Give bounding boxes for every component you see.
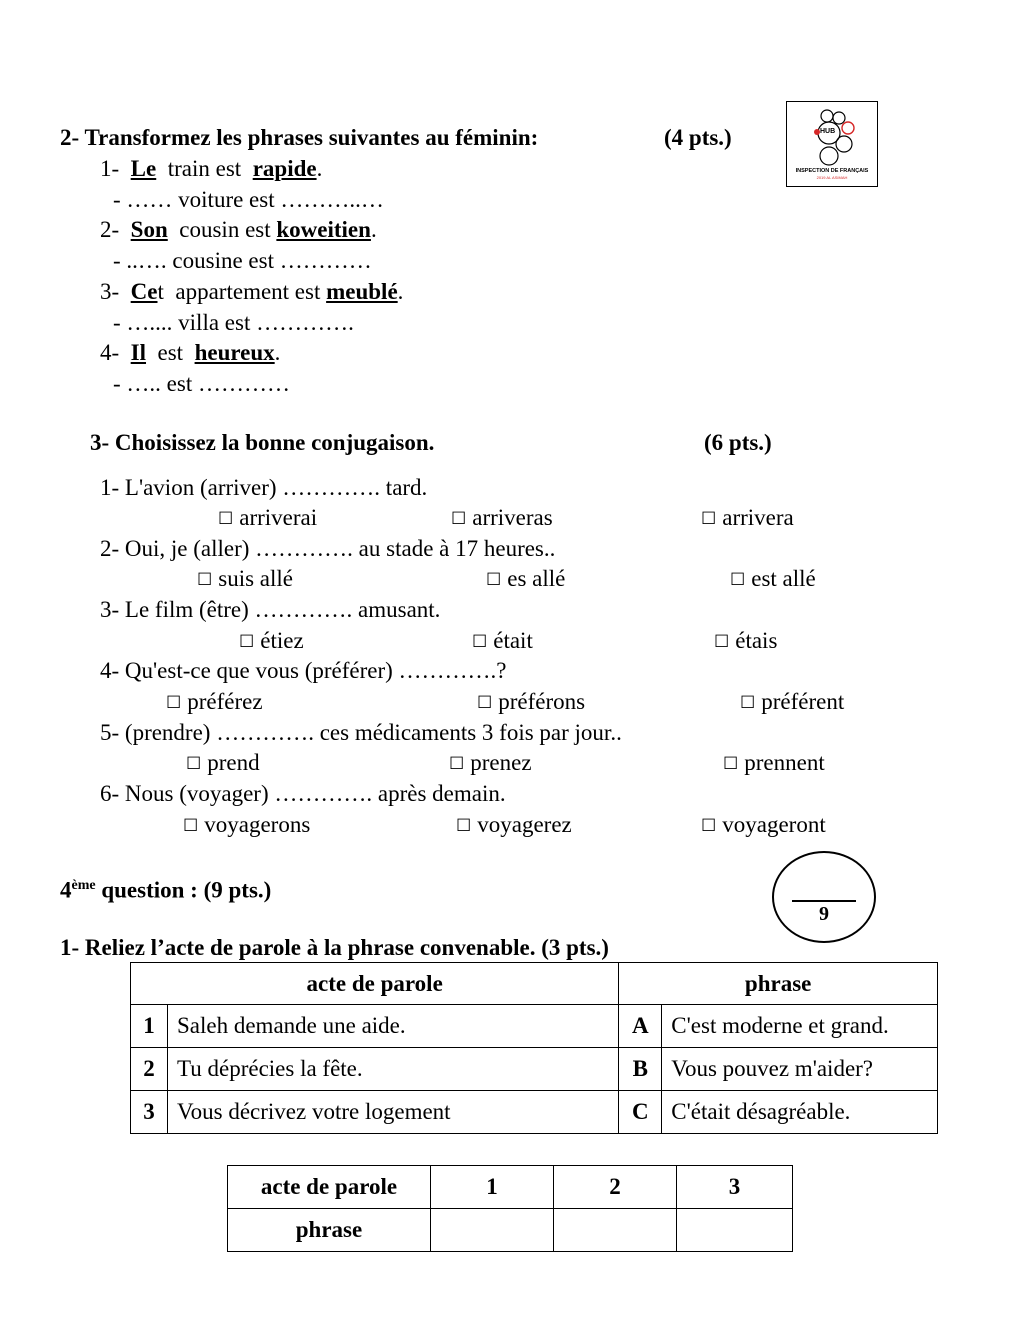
underlined-word: meublé — [326, 279, 398, 304]
option-checkbox[interactable]: ☐ étais — [714, 628, 778, 653]
checkbox-icon: ☐ — [477, 693, 493, 712]
q3-item-1: 1- L'avion (arriver) …………. tard. — [100, 475, 428, 500]
answer-table: acte de parole 1 2 3 phrase — [227, 1165, 793, 1252]
underlined-word: koweitien — [276, 217, 371, 242]
q2-title: 2- Transformez les phrases suivantes au féminin: — [60, 125, 539, 150]
checkbox-icon: ☐ — [714, 632, 730, 651]
option-checkbox[interactable]: ☐ est allé — [730, 566, 816, 591]
option-checkbox[interactable]: ☐ était — [472, 628, 533, 653]
option-checkbox[interactable]: ☐ voyagerons — [183, 812, 311, 837]
q2-item-4: 4- Il est heureux. — [100, 340, 281, 365]
checkbox-icon: ☐ — [186, 754, 202, 773]
item-text: train est — [167, 156, 242, 181]
checkbox-icon: ☐ — [730, 570, 746, 589]
option-checkbox[interactable]: ☐ arriveras — [451, 505, 553, 530]
q2-answer-4: - ….. est ………… — [113, 371, 290, 396]
q2-points: (4 pts.) — [664, 125, 732, 150]
item-number: 4- — [100, 340, 120, 365]
logo-caption: INSPECTION DE FRANÇAIS — [795, 168, 869, 174]
item-number: 2- — [100, 217, 120, 242]
table-row: 1 Saleh demande une aide. A C'est moderne et grand. — [131, 1005, 938, 1048]
option-checkbox[interactable]: ☐ es allé — [486, 566, 566, 591]
underlined-word: Son — [130, 217, 168, 242]
q3-item-4: 4- Qu'est-ce que vous (préférer) ………….? — [100, 658, 507, 683]
checkbox-icon: ☐ — [701, 816, 717, 835]
option-checkbox[interactable]: ☐ prennent — [723, 750, 825, 775]
q2-item-2: 2- Son cousin est koweitien. — [100, 217, 377, 242]
option-checkbox[interactable]: ☐ voyageront — [701, 812, 826, 837]
q4-title: 4ème question : (9 pts.) — [60, 877, 272, 903]
table-row: 2 Tu déprécies la fête. B Vous pouvez m'aider? — [131, 1048, 938, 1091]
underlined-word: rapide — [252, 156, 317, 181]
score-line — [792, 900, 856, 902]
option-checkbox[interactable]: ☐ préférent — [740, 689, 845, 714]
item-text: est — [157, 340, 184, 365]
checkbox-icon: ☐ — [472, 632, 488, 651]
matching-table — [130, 962, 938, 1134]
header-phrase: phrase — [619, 963, 938, 1005]
underlined-word: Il — [130, 340, 147, 365]
q2-item-1: 1- Le train est rapide. — [100, 156, 323, 181]
table-row: 3 Vous décrivez votre logement C C'était désagréable. — [131, 1091, 938, 1134]
item-text: cousin est — [179, 217, 271, 242]
q2-item-3: 3- Cet appartement est meublé. — [100, 279, 404, 304]
q2-answer-2: - ..…. cousine est ………… — [113, 248, 372, 273]
header-acte: acte de parole — [131, 963, 619, 1005]
option-checkbox[interactable]: ☐ voyagerez — [456, 812, 572, 837]
option-checkbox[interactable]: ☐ suis allé — [197, 566, 293, 591]
inspection-logo — [786, 101, 878, 187]
answer-cell[interactable] — [554, 1209, 677, 1252]
answer-cell[interactable] — [677, 1209, 793, 1252]
checkbox-icon: ☐ — [449, 754, 465, 773]
checkbox-icon: ☐ — [456, 816, 472, 835]
score-value: 9 — [819, 903, 829, 925]
checkbox-icon: ☐ — [239, 632, 255, 651]
checkbox-icon: ☐ — [183, 816, 199, 835]
q3-item-5: 5- (prendre) …………. ces médicaments 3 fois par jour.. — [100, 720, 622, 745]
q3-item-2: 2- Oui, je (aller) …………. au stade à 17 heures.. — [100, 536, 556, 561]
logo-subcaption: 2019 AL ASIMAH — [816, 175, 848, 180]
q3-title: 3- Choisissez la bonne conjugaison. — [90, 430, 435, 455]
option-checkbox[interactable]: ☐ arriverai — [218, 505, 318, 530]
option-checkbox[interactable]: ☐ prend — [186, 750, 260, 775]
option-checkbox[interactable]: ☐ préférons — [477, 689, 586, 714]
option-checkbox[interactable]: ☐ prenez — [449, 750, 532, 775]
score-circle — [772, 851, 876, 943]
q2-answer-1: - …… voiture est ………..… — [113, 187, 384, 212]
q4-sub1-title: 1- Reliez l’acte de parole à la phrase convenable. (3 pts.) — [60, 935, 609, 960]
q3-item-6: 6- Nous (voyager) …………. après demain. — [100, 781, 506, 806]
underlined-word: Ce — [130, 279, 158, 304]
checkbox-icon: ☐ — [723, 754, 739, 773]
item-number: 1- — [100, 156, 120, 181]
checkbox-icon: ☐ — [451, 509, 467, 528]
answer-cell[interactable] — [431, 1209, 554, 1252]
checkbox-icon: ☐ — [166, 693, 182, 712]
logo-tag: HUB — [820, 128, 836, 135]
checkbox-icon: ☐ — [197, 570, 213, 589]
checkbox-icon: ☐ — [701, 509, 717, 528]
option-checkbox[interactable]: ☐ étiez — [239, 628, 304, 653]
item-text: appartement est — [175, 279, 321, 304]
item-number: 3- — [100, 279, 120, 304]
checkbox-icon: ☐ — [218, 509, 234, 528]
q2-answer-3: - ….... villa est …………. — [113, 310, 354, 335]
checkbox-icon: ☐ — [486, 570, 502, 589]
q3-points: (6 pts.) — [704, 430, 772, 455]
checkbox-icon: ☐ — [740, 693, 756, 712]
option-checkbox[interactable]: ☐ préférez — [166, 689, 263, 714]
q3-item-3: 3- Le film (être) …………. amusant. — [100, 597, 441, 622]
option-checkbox[interactable]: ☐ arrivera — [701, 505, 794, 530]
underlined-word: Le — [130, 156, 157, 181]
underlined-word: heureux — [194, 340, 275, 365]
